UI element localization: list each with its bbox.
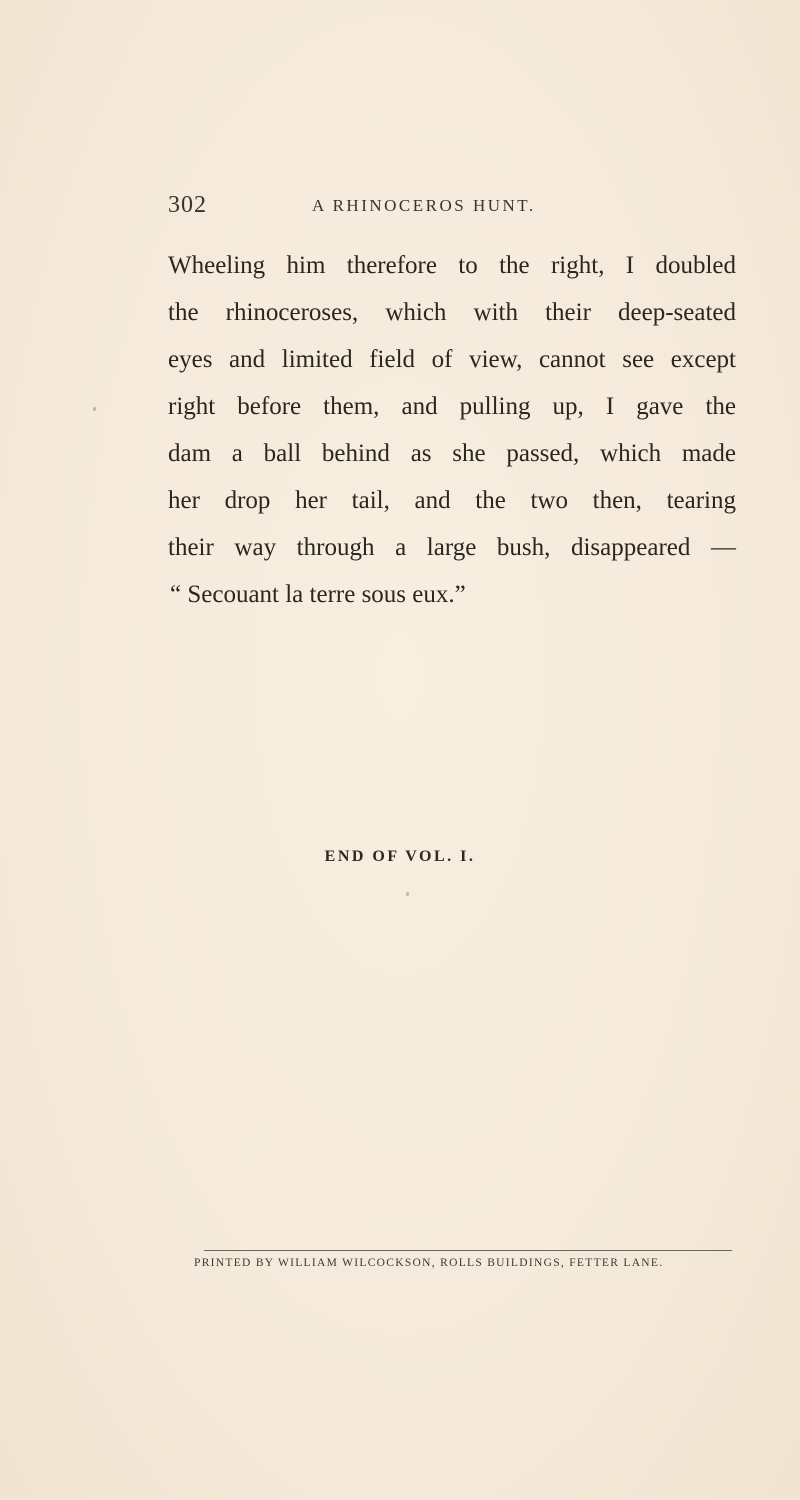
- text-line: eyes and limited field of view, cannot see except: [168, 346, 736, 373]
- running-title: A RHINOCEROS HUNT.: [312, 196, 536, 215]
- text-line: right before them, and pulling up, I gave the: [168, 393, 736, 420]
- end-of-volume-note: END OF VOL. I.: [324, 848, 476, 865]
- running-head: [168, 192, 734, 224]
- text-line: her drop her tail, and the two then, tearing: [168, 487, 736, 514]
- printer-imprint: PRINTED BY WILLIAM WILCOCKSON, ROLLS BUILDINGS, FETTER LANE.: [194, 1257, 664, 1269]
- body-text: [168, 242, 736, 618]
- text-line: dam a ball behind as she passed, which made: [168, 440, 736, 467]
- paper-speck: [93, 407, 96, 411]
- text-line: Wheeling him therefore to the right, I doubled: [168, 252, 736, 279]
- paper-speck: [406, 892, 409, 896]
- page-number: 302: [168, 192, 207, 218]
- text-line: the rhinoceroses, which with their deep-seated: [168, 299, 736, 326]
- quotation-line: “ Secouant la terre sous eux.”: [170, 581, 466, 608]
- imprint-divider: [204, 1250, 732, 1251]
- text-line: their way through a large bush, disappeared —: [168, 534, 736, 561]
